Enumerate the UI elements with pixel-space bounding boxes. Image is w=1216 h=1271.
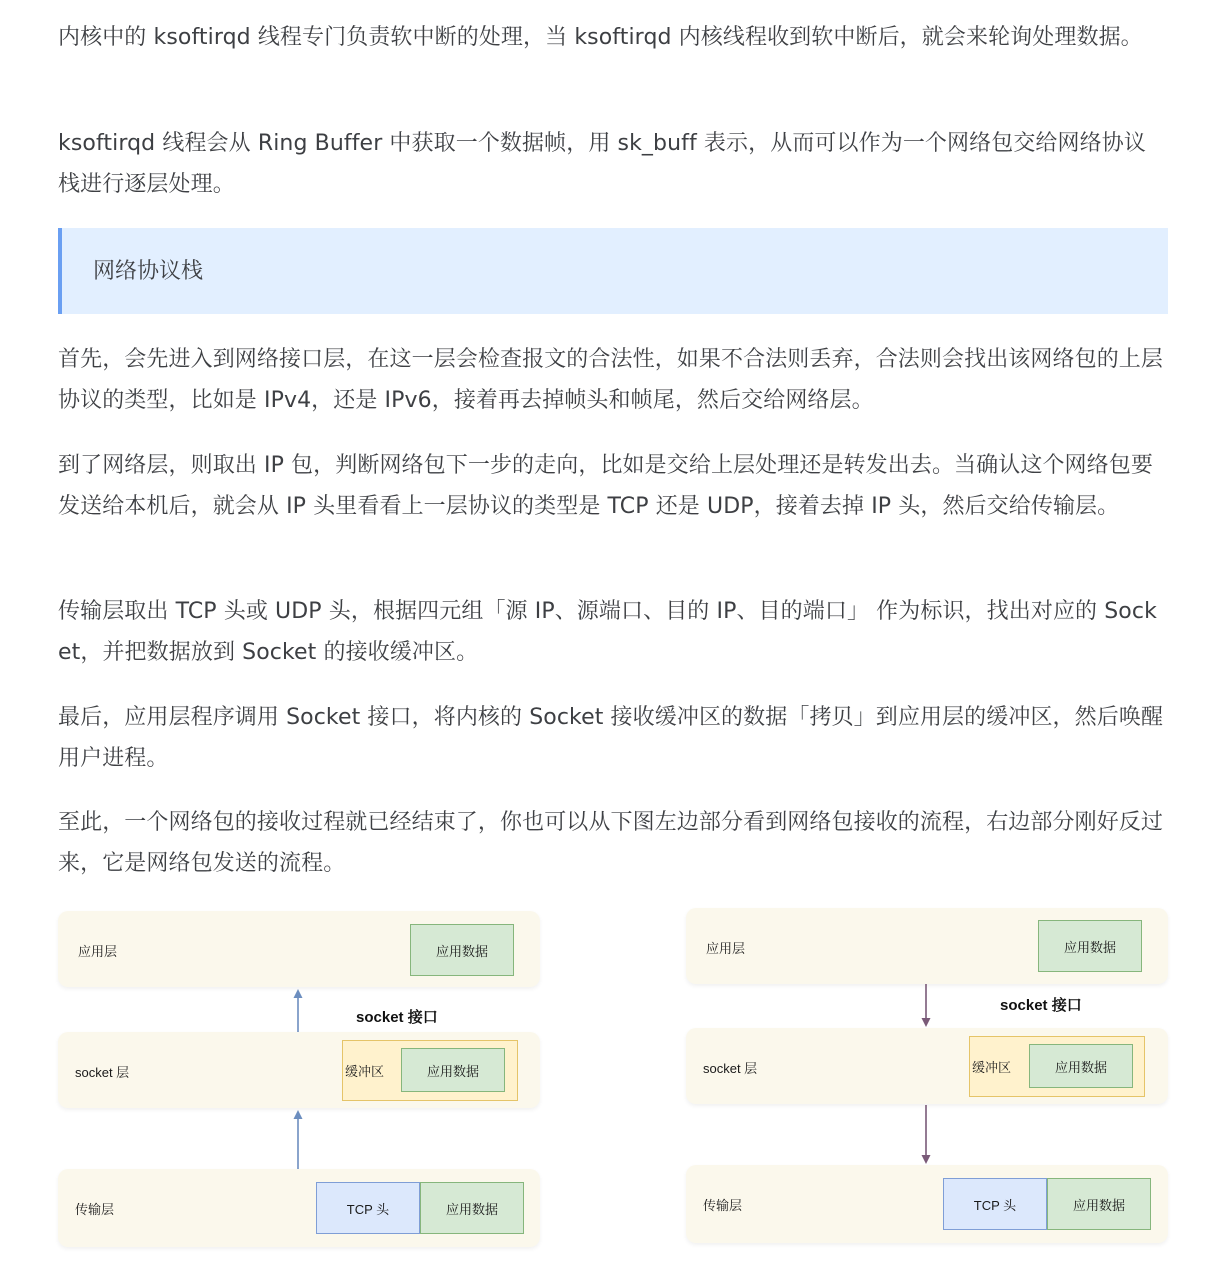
receive-flow-diagram xyxy=(58,911,540,1271)
blockquote-text: 网络协议栈 xyxy=(93,259,204,284)
up-arrow-icon xyxy=(290,1110,306,1170)
tcp-header-box: TCP 头 xyxy=(316,1182,420,1234)
transport-layer-block xyxy=(686,1165,1168,1243)
app-data-box: 应用数据 xyxy=(410,924,514,976)
paragraph-link-layer: 首先，会先进入到网络接口层，在这一层会检查报文的合法性，如果不合法则丢弃，合法则会找出该网络包的上层协议的类型，比如是 IPv4，还是 IPv6，接着再去掉帧头和帧尾，然后交给网络层。 xyxy=(58,347,1164,413)
transport-app-data-box: 应用数据 xyxy=(420,1182,524,1234)
app-layer-block xyxy=(58,911,540,987)
paragraph-summary: 至此，一个网络包的接收过程就已经结束了，你也可以从下图左边部分看到网络包接收的流程，右边部分刚好反过来，它是网络包发送的流程。 xyxy=(58,810,1164,876)
socket-app-data-box: 应用数据 xyxy=(401,1048,505,1092)
paragraph-ksoftirqd-intro: 内核中的 ksoftirqd 线程专门负责软中断的处理，当 ksoftirqd 内核线程收到软中断后，就会来轮询处理数据。 xyxy=(58,25,1143,50)
down-arrow-icon xyxy=(918,984,934,1028)
send-flow-diagram xyxy=(686,906,1168,1266)
socket-layer-block xyxy=(58,1032,540,1108)
socket-interface-caption: socket 接口 xyxy=(356,1009,438,1026)
socket-interface-caption: socket 接口 xyxy=(1000,997,1082,1014)
app-layer-block xyxy=(686,908,1168,984)
paragraph-ring-buffer: ksoftirqd 线程会从 Ring Buffer 中获取一个数据帧，用 sk_buff 表示，从而可以作为一个网络包交给网络协议栈进行逐层处理。 xyxy=(58,131,1146,197)
paragraph-transport-layer: 传输层取出 TCP 头或 UDP 头，根据四元组「源 IP、源端口、目的 IP、目的端口」 作为标识，找出对应的 Socket，并把数据放到 Socket 的接收缓冲区。 xyxy=(58,599,1157,665)
transport-layer-block xyxy=(58,1169,540,1247)
buffer-label: 缓冲区 xyxy=(972,1060,1012,1075)
tcp-header-box: TCP 头 xyxy=(943,1178,1047,1230)
app-layer-label: 应用层 xyxy=(706,941,746,956)
buffer-label: 缓冲区 xyxy=(345,1064,385,1079)
blockquote-network-stack xyxy=(58,228,1168,314)
paragraph-app-layer: 最后，应用层程序调用 Socket 接口，将内核的 Socket 接收缓冲区的数据「拷贝」到应用层的缓冲区，然后唤醒用户进程。 xyxy=(58,705,1164,771)
transport-app-data-box: 应用数据 xyxy=(1047,1178,1151,1230)
up-arrow-icon xyxy=(290,989,306,1033)
transport-layer-label: 传输层 xyxy=(703,1198,743,1213)
app-layer-label: 应用层 xyxy=(78,944,118,959)
app-data-box: 应用数据 xyxy=(1038,920,1142,972)
socket-layer-block xyxy=(686,1028,1168,1104)
socket-layer-label: socket 层 xyxy=(75,1065,130,1080)
paragraph-network-layer: 到了网络层，则取出 IP 包，判断网络包下一步的走向，比如是交给上层处理还是转发出去。当确认这个网络包要发送给本机后，就会从 IP 头里看看上一层协议的类型是 TCP 还是 UDP，接着去掉 IP 头，然后交给传输层。 xyxy=(58,453,1153,519)
down-arrow-icon xyxy=(918,1105,934,1165)
transport-layer-label: 传输层 xyxy=(75,1202,115,1217)
socket-layer-label: socket 层 xyxy=(703,1061,758,1076)
socket-app-data-box: 应用数据 xyxy=(1029,1044,1133,1088)
